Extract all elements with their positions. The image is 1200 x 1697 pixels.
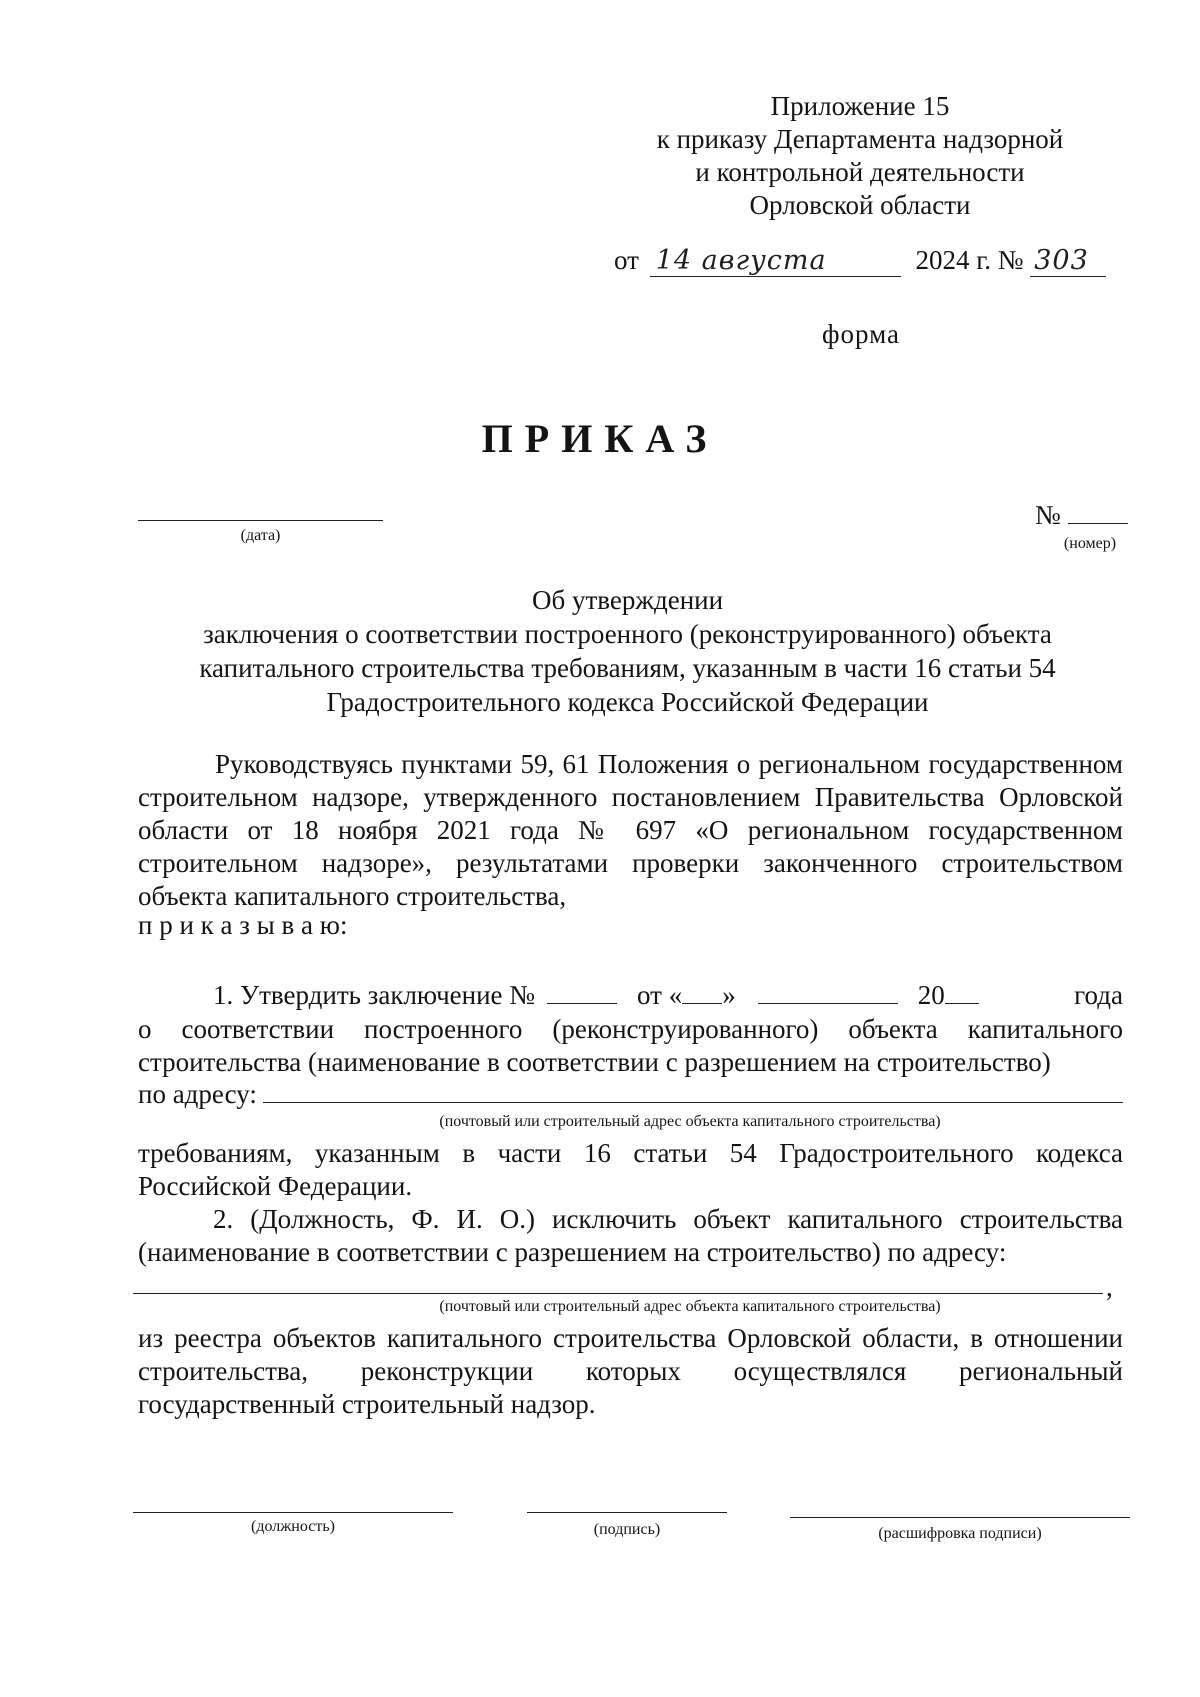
item1-year-suffix: года — [1074, 980, 1123, 1010]
handwritten-date: 14 августа — [650, 245, 901, 277]
signature-caption: (подпись) — [593, 1521, 661, 1538]
appendix-line-4: Орловской области — [749, 190, 971, 220]
order-word: п р и к а з ы в а ю: — [138, 910, 348, 940]
item1-text: о соответствии построенного (реконструированного) объекта капитального строительства (наименование в соответствии с разрешением на строительство) — [138, 1014, 1123, 1077]
item1-address-row — [138, 1079, 1123, 1110]
number-field — [1035, 500, 1128, 531]
subject-line-2: заключения о соответствии построенного (реконструированного) объекта — [203, 619, 1052, 649]
subject-line-3: капитального строительства требованиям, указанным в части 16 статьи 54 — [199, 653, 1056, 683]
appendix-block — [600, 90, 1120, 222]
appendix-line-2: к приказу Департамента надзорной — [656, 124, 1064, 154]
item2-address-caption: (почтовый или строительный адрес объекта капитального строительства) — [439, 1298, 941, 1315]
document-title: ПРИКАЗ — [481, 416, 719, 461]
date-line — [138, 520, 383, 521]
number-sign: № — [1035, 500, 1061, 530]
appendix-date-row — [614, 245, 1106, 277]
item1-lead: 1. Утвердить заключение № — [213, 980, 536, 1010]
item2-text: 2. (Должность, Ф. И. О.) исключить объект капитального строительства (наименование в соответствии с разрешением на строительство) по адресу: — [138, 1204, 1123, 1267]
item2-tail: из реестра объектов капитального строительства Орловской области, в отношении строительства, реконструкции которых осуществлялся региональный государственный строительный надзор. — [138, 1323, 1123, 1419]
number-caption: (номер) — [1063, 535, 1117, 552]
position-line — [133, 1512, 453, 1513]
conclusion-number-line — [547, 1003, 617, 1004]
item1-address-line — [263, 1102, 1123, 1103]
date-from-prefix: от — [614, 245, 639, 275]
appendix-year-text: 2024 г. № — [915, 245, 1024, 275]
appendix-line-3: и контрольной деятельности — [695, 157, 1025, 187]
appendix-line-1: Приложение 15 — [770, 91, 950, 121]
signature-line — [527, 1512, 727, 1513]
item2-comma: , — [1106, 1272, 1113, 1302]
item2-address-line — [133, 1293, 1103, 1294]
form-label: форма — [822, 319, 900, 349]
subject-block — [0, 583, 1200, 719]
position-caption: (должность) — [251, 1518, 335, 1535]
decode-caption: (расшифровка подписи) — [878, 1525, 1042, 1542]
preamble-paragraph: Руководствуясь пунктами 59, 61 Положения о региональном государственном строительном надзоре, утвержденного постановлением Правительства Орловской области от 18 ноября 2021 года № 697 «О региональном государственном строительном надзоре», результатами проверки законченного строительством объекта капитального строительства, — [138, 749, 1123, 911]
month-line — [758, 1003, 898, 1004]
decode-line — [790, 1517, 1130, 1518]
item1-address-label: по адресу: — [138, 1079, 257, 1109]
number-line — [1068, 523, 1128, 524]
day-line — [682, 1003, 722, 1004]
item1-address-caption: (почтовый или строительный адрес объекта капитального строительства) — [439, 1113, 941, 1130]
subject-line-1: Об утверждении — [531, 585, 724, 615]
subject-line-4: Градостроительного кодекса Российской Федерации — [326, 687, 929, 717]
item1-year-prefix: 20 — [917, 980, 945, 1010]
item1-ot: от « — [637, 980, 683, 1010]
year-line — [945, 1003, 979, 1004]
handwritten-number: 303 — [1030, 245, 1106, 277]
item1-first-line — [213, 980, 1123, 1011]
item1-tail: требованиям, указанным в части 16 статьи 54 Градостроительного кодекса Российской Федерации. — [138, 1138, 1123, 1201]
date-caption: (дата) — [240, 527, 281, 544]
item1-close-quote: » — [722, 980, 736, 1010]
